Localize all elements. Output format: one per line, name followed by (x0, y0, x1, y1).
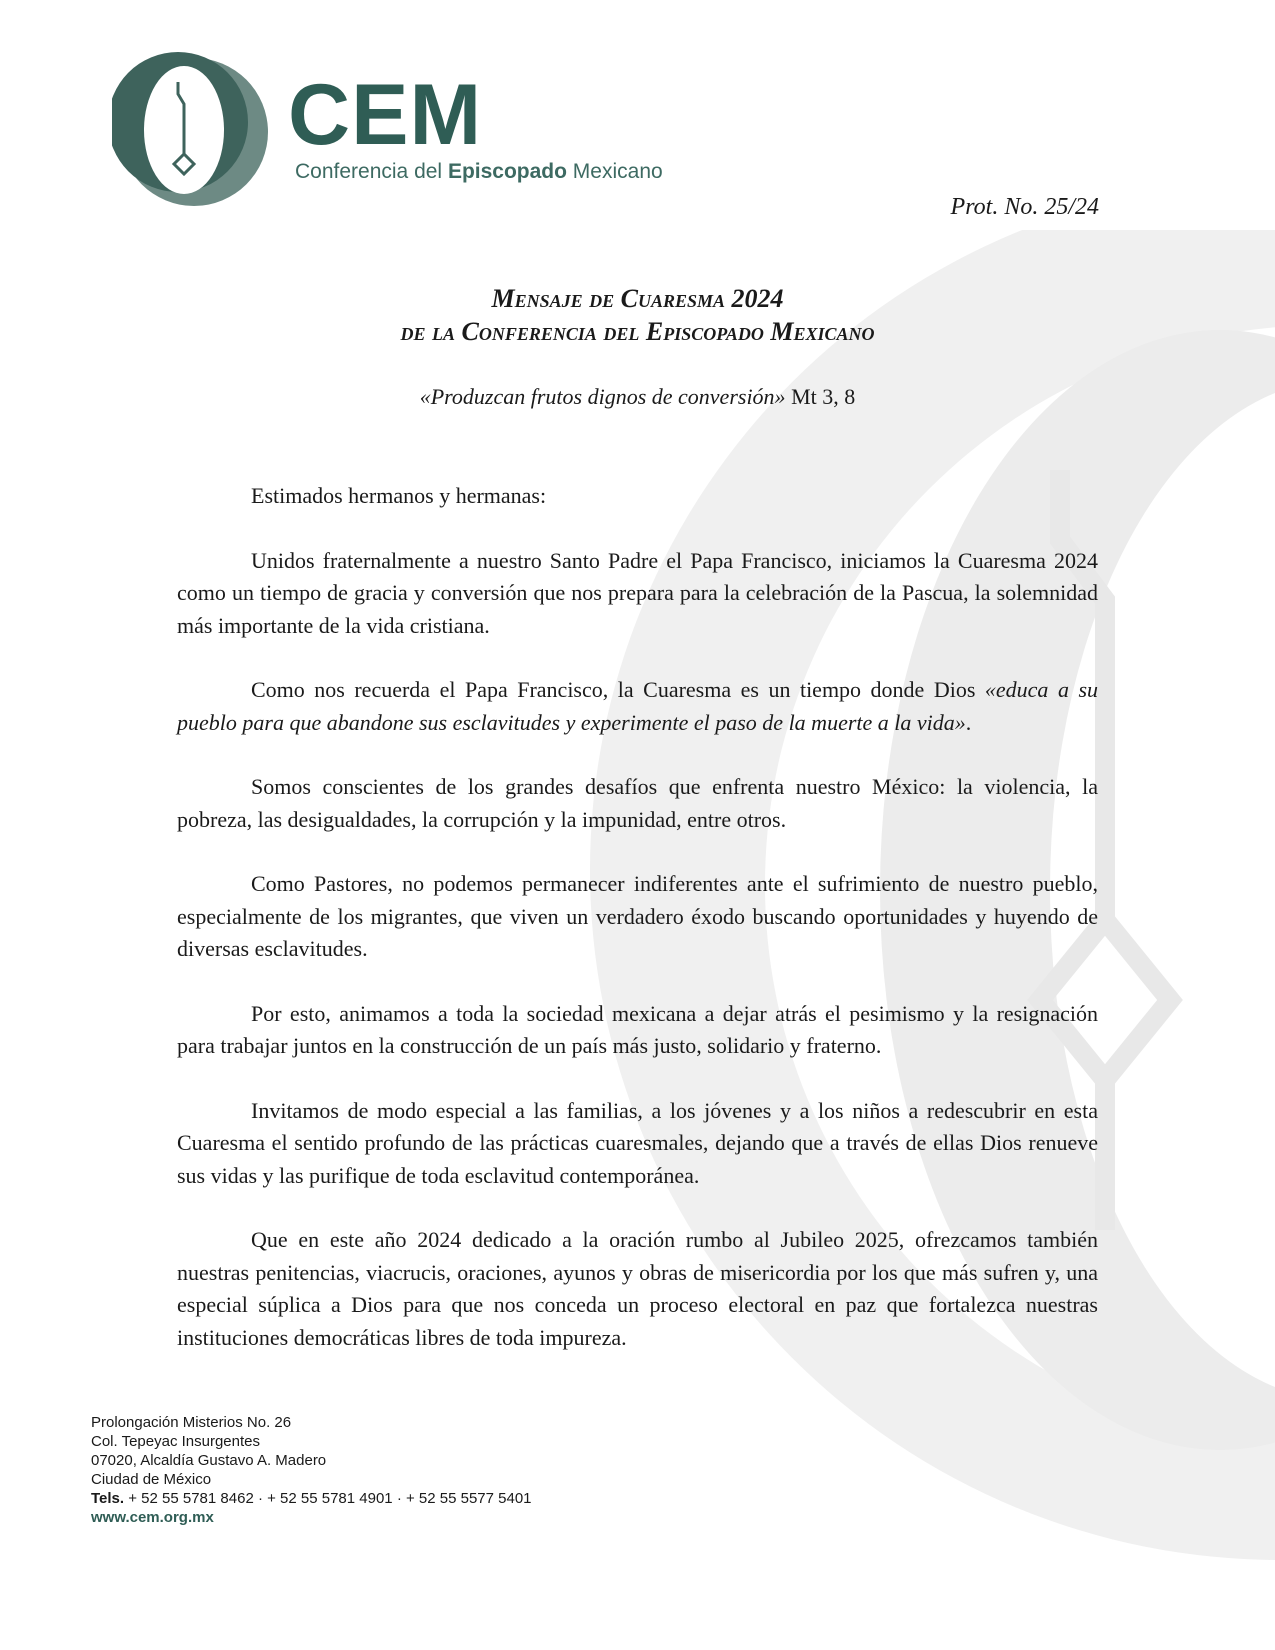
address-line-2: Col. Tepeyac Insurgentes (91, 1433, 260, 1450)
epigraph-ref: Mt 3, 8 (785, 384, 856, 409)
letter-body (177, 480, 1098, 1386)
title-line-1: Mensaje de Cuaresma 2024 (491, 284, 784, 313)
paragraph-2-pre: Como nos recuerda el Papa Francisco, la Cuaresma es un tiempo donde Dios (251, 677, 985, 702)
paragraph-2-quote: «educa a su pueblo para que abandone sus esclavitudes y experimente el paso de la muerte a la vida» (177, 677, 1099, 735)
epigraph-quote: «Produzcan frutos dignos de conversión» (419, 384, 786, 409)
paragraph-6: Invitamos de modo especial a las familias, a los jóvenes y a los niños a redescubrir en esta Cuaresma el sentido profundo de las prácticas cuaresmales, dejando que a través de ellas Dios renueve sus vidas y las purifique de toda esclavitud contemporánea. (177, 1097, 1098, 1188)
address-line-4: Ciudad de México (91, 1471, 212, 1488)
paragraph-1: Unidos fraternalmente a nuestro Santo Padre el Papa Francisco, iniciamos la Cuaresma 2024 como un tiempo de gracia y conversión que nos prepara para la celebración de la Pascua, la solemnidad más importante de la vida cristiana. (177, 547, 1098, 638)
phone-label: Tels. (91, 1490, 125, 1507)
salutation: Estimados hermanos y hermanas: (251, 483, 547, 508)
phone-line (91, 1489, 532, 1508)
website-link[interactable]: www.cem.org.mx (91, 1509, 214, 1526)
footer-address (91, 1413, 532, 1527)
paragraph-2 (177, 674, 1098, 739)
epigraph (176, 384, 1099, 410)
brand-sub-pre: Conferencia del (295, 160, 448, 183)
paragraph-5: Por esto, animamos a toda la sociedad mexicana a dejar atrás el pesimismo y la resignación para trabajar juntos en la construcción de un país más justo, solidario y fraterno. (177, 1000, 1098, 1058)
cem-logo-icon (112, 50, 272, 210)
brand-block (288, 67, 663, 184)
paragraph-3: Somos conscientes de los grandes desafíos que enfrenta nuestro México: la violencia, la pobreza, las desigualdades, la corrupción y la impunidad, entre otros. (177, 774, 1098, 832)
phone-numbers: + 52 55 5781 8462 · + 52 55 5781 4901 · + 52 55 5577 5401 (124, 1490, 532, 1507)
brand-sub-bold: Episcopado (447, 160, 567, 183)
brand-name: CEM (288, 67, 483, 163)
address-line-3: 07020, Alcaldía Gustavo A. Madero (91, 1452, 327, 1469)
paragraph-2-post: . (965, 709, 972, 735)
brand-sub-post: Mexicano (566, 160, 663, 183)
address-line-1: Prolongación Misterios No. 26 (91, 1414, 292, 1431)
paragraph-4: Como Pastores, no podemos permanecer indiferentes ante el sufrimiento de nuestro pueblo, especialmente de los migrantes, que viven un verdadero éxodo buscando oportunidades y huyendo de diversas esclavitudes. (177, 871, 1098, 961)
protocol-number: Prot. No. 25/24 (950, 194, 1099, 220)
title-line-2: de la Conferencia del Episcopado Mexicano (400, 317, 875, 346)
brand-subtitle (295, 160, 663, 184)
document-title (176, 282, 1099, 348)
paragraph-7: Que en este año 2024 dedicado a la oración rumbo al Jubileo 2025, ofrezcamos también nuestras penitencias, viacrucis, oraciones, ayunos y obras de misericordia por los que más sufren y, una especial súplica a Dios para que nos conceda un proceso electoral en paz que fortalezca nuestras instituciones democráticas libres de toda impureza. (177, 1227, 1098, 1350)
